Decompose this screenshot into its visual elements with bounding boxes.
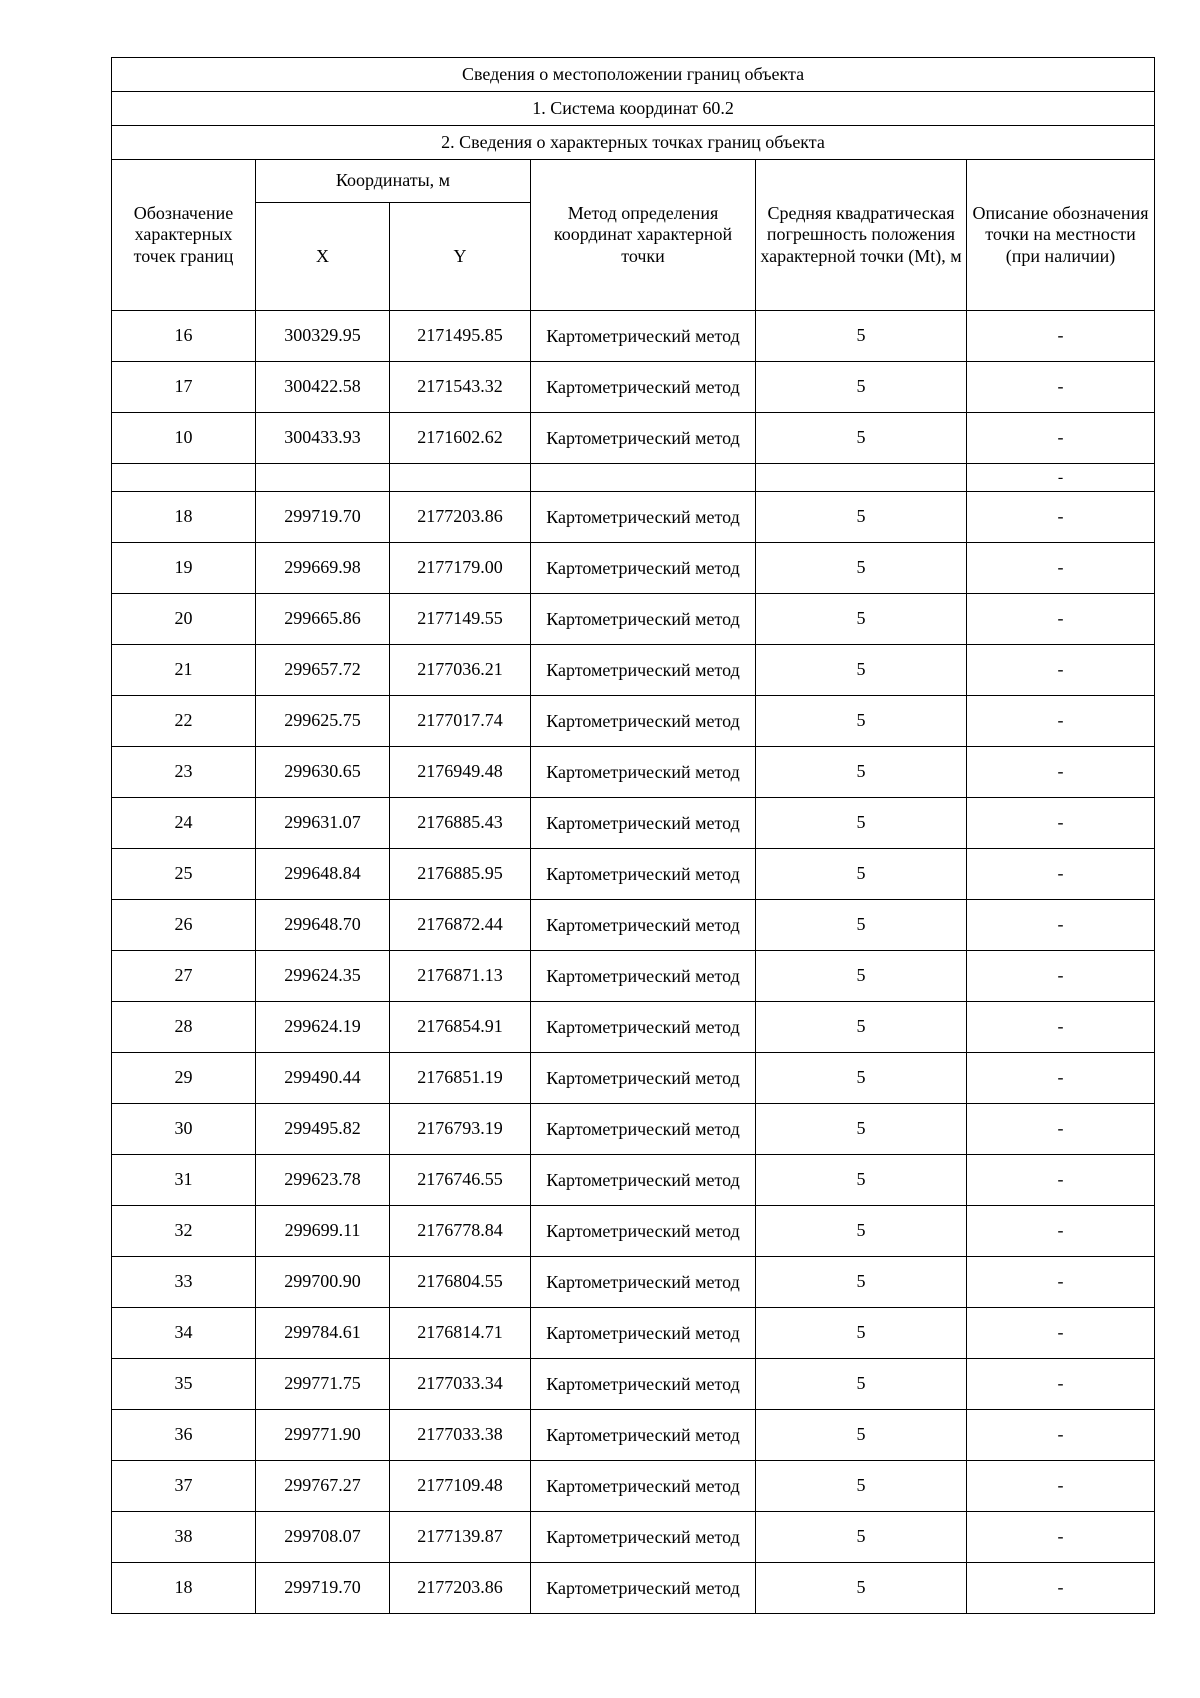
table-row: [112, 1002, 1155, 1053]
cell-error: 5: [756, 1206, 967, 1257]
cell-x: 299624.35: [256, 951, 390, 1002]
table-row: [112, 492, 1155, 543]
cell-method: Картометрический метод: [531, 1002, 756, 1053]
cell-y: 2177109.48: [390, 1461, 531, 1512]
col-header-y: Y: [390, 203, 531, 311]
cell-x: 299767.27: [256, 1461, 390, 1512]
cell-x: 299625.75: [256, 696, 390, 747]
cell-x: 299657.72: [256, 645, 390, 696]
cell-x: 300329.95: [256, 311, 390, 362]
cell-error: 5: [756, 492, 967, 543]
cell-y: 2171495.85: [390, 311, 531, 362]
table-row: [112, 1359, 1155, 1410]
cell-method: Картометрический метод: [531, 900, 756, 951]
cell-error: 5: [756, 696, 967, 747]
cell-y: 2177203.86: [390, 492, 531, 543]
col-header-coordinates: Координаты, м: [256, 160, 531, 203]
cell-error: 5: [756, 1563, 967, 1614]
cell-method: Картометрический метод: [531, 798, 756, 849]
cell-error: [756, 464, 967, 492]
cell-y: 2177017.74: [390, 696, 531, 747]
cell-designation: 18: [112, 1563, 256, 1614]
cell-error: 5: [756, 900, 967, 951]
cell-designation: 33: [112, 1257, 256, 1308]
cell-designation: 31: [112, 1155, 256, 1206]
cell-method: Картометрический метод: [531, 413, 756, 464]
cell-x: 299648.84: [256, 849, 390, 900]
cell-x: 300422.58: [256, 362, 390, 413]
cell-designation: 10: [112, 413, 256, 464]
cell-designation: 29: [112, 1053, 256, 1104]
col-header-error: Средняя квадратическая погрешность положения характерной точки (Mt), м: [756, 160, 967, 311]
cell-description: -: [967, 747, 1155, 798]
cell-method: Картометрический метод: [531, 543, 756, 594]
cell-method: Картометрический метод: [531, 1257, 756, 1308]
document-title: Сведения о местоположении границ объекта: [112, 58, 1155, 92]
cell-description: -: [967, 1512, 1155, 1563]
cell-method: Картометрический метод: [531, 1512, 756, 1563]
cell-description: -: [967, 1002, 1155, 1053]
cell-description: -: [967, 1410, 1155, 1461]
cell-x: 299630.65: [256, 747, 390, 798]
cell-description: -: [967, 696, 1155, 747]
cell-designation: 17: [112, 362, 256, 413]
cell-designation: 21: [112, 645, 256, 696]
cell-method: Картометрический метод: [531, 311, 756, 362]
cell-y: 2177179.00: [390, 543, 531, 594]
cell-description: -: [967, 492, 1155, 543]
cell-designation: 36: [112, 1410, 256, 1461]
cell-description: -: [967, 362, 1155, 413]
cell-designation: 38: [112, 1512, 256, 1563]
cell-designation: 30: [112, 1104, 256, 1155]
table-row: [112, 413, 1155, 464]
cell-x: 299669.98: [256, 543, 390, 594]
cell-designation: 28: [112, 1002, 256, 1053]
table-row: [112, 1512, 1155, 1563]
cell-method: Картометрический метод: [531, 1563, 756, 1614]
cell-y: 2177033.38: [390, 1410, 531, 1461]
table-row: [112, 798, 1155, 849]
cell-x: [256, 464, 390, 492]
cell-y: 2171602.62: [390, 413, 531, 464]
cell-method: Картометрический метод: [531, 696, 756, 747]
col-header-x: X: [256, 203, 390, 311]
cell-description: -: [967, 645, 1155, 696]
cell-error: 5: [756, 645, 967, 696]
cell-y: 2176854.91: [390, 1002, 531, 1053]
cell-description: -: [967, 1308, 1155, 1359]
table-row: [112, 900, 1155, 951]
cell-x: 299624.19: [256, 1002, 390, 1053]
cell-description: -: [967, 849, 1155, 900]
cell-y: [390, 464, 531, 492]
cell-description: -: [967, 1155, 1155, 1206]
cell-designation: 32: [112, 1206, 256, 1257]
cell-method: Картометрический метод: [531, 747, 756, 798]
col-header-method: Метод определения координат характерной точки: [531, 160, 756, 311]
cell-method: Картометрический метод: [531, 1461, 756, 1512]
cell-method: Картометрический метод: [531, 1410, 756, 1461]
cell-method: Картометрический метод: [531, 492, 756, 543]
cell-error: 5: [756, 1002, 967, 1053]
cell-x: 300433.93: [256, 413, 390, 464]
cell-designation: 26: [112, 900, 256, 951]
cell-error: 5: [756, 849, 967, 900]
cell-description: -: [967, 798, 1155, 849]
cell-description: -: [967, 1257, 1155, 1308]
cell-description: -: [967, 543, 1155, 594]
cell-y: 2176746.55: [390, 1155, 531, 1206]
cell-method: Картометрический метод: [531, 1308, 756, 1359]
cell-x: 299623.78: [256, 1155, 390, 1206]
cell-method: Картометрический метод: [531, 1206, 756, 1257]
cell-y: 2177036.21: [390, 645, 531, 696]
cell-error: 5: [756, 1461, 967, 1512]
cell-designation: [112, 464, 256, 492]
cell-method: [531, 464, 756, 492]
cell-designation: 19: [112, 543, 256, 594]
coordinate-system: 1. Система координат 60.2: [112, 92, 1155, 126]
cell-description: -: [967, 311, 1155, 362]
cell-method: Картометрический метод: [531, 1053, 756, 1104]
cell-x: 299771.90: [256, 1410, 390, 1461]
cell-error: 5: [756, 413, 967, 464]
cell-x: 299784.61: [256, 1308, 390, 1359]
cell-x: 299719.70: [256, 1563, 390, 1614]
cell-method: Картометрический метод: [531, 1155, 756, 1206]
cell-designation: 35: [112, 1359, 256, 1410]
cell-method: Картометрический метод: [531, 594, 756, 645]
table-row: [112, 1104, 1155, 1155]
cell-description: -: [967, 1206, 1155, 1257]
table-row: [112, 1257, 1155, 1308]
cell-y: 2171543.32: [390, 362, 531, 413]
cell-error: 5: [756, 1308, 967, 1359]
cell-error: 5: [756, 1104, 967, 1155]
table-row: [112, 543, 1155, 594]
points-section-title: 2. Сведения о характерных точках границ объекта: [112, 126, 1155, 160]
table-row: [112, 747, 1155, 798]
cell-y: 2176778.84: [390, 1206, 531, 1257]
table-row: [112, 1053, 1155, 1104]
cell-error: 5: [756, 1512, 967, 1563]
cell-method: Картометрический метод: [531, 362, 756, 413]
cell-description: -: [967, 951, 1155, 1002]
table-row: [112, 362, 1155, 413]
table-row: [112, 1461, 1155, 1512]
table-row: [112, 1563, 1155, 1614]
cell-designation: 22: [112, 696, 256, 747]
cell-designation: 23: [112, 747, 256, 798]
cell-description: -: [967, 594, 1155, 645]
cell-x: 299665.86: [256, 594, 390, 645]
cell-designation: 16: [112, 311, 256, 362]
cell-error: 5: [756, 543, 967, 594]
cell-method: Картометрический метод: [531, 951, 756, 1002]
cell-y: 2176814.71: [390, 1308, 531, 1359]
cell-x: 299771.75: [256, 1359, 390, 1410]
table-row: [112, 849, 1155, 900]
table-row: [112, 1155, 1155, 1206]
cell-error: 5: [756, 1359, 967, 1410]
cell-x: 299708.07: [256, 1512, 390, 1563]
boundary-points-table: [111, 57, 1155, 1614]
cell-description: -: [967, 900, 1155, 951]
cell-error: 5: [756, 951, 967, 1002]
table-row: [112, 951, 1155, 1002]
cell-designation: 18: [112, 492, 256, 543]
cell-error: 5: [756, 1155, 967, 1206]
cell-y: 2176949.48: [390, 747, 531, 798]
table-row: [112, 594, 1155, 645]
cell-y: 2176793.19: [390, 1104, 531, 1155]
cell-error: 5: [756, 1257, 967, 1308]
cell-method: Картометрический метод: [531, 1359, 756, 1410]
cell-description: -: [967, 1359, 1155, 1410]
cell-error: 5: [756, 311, 967, 362]
cell-description: -: [967, 1563, 1155, 1614]
col-header-description: Описание обозначения точки на местности (при наличии): [967, 160, 1155, 311]
cell-description: -: [967, 413, 1155, 464]
cell-error: 5: [756, 747, 967, 798]
table-row: [112, 696, 1155, 747]
cell-description: -: [967, 1053, 1155, 1104]
cell-error: 5: [756, 362, 967, 413]
cell-y: 2177149.55: [390, 594, 531, 645]
table-row: [112, 1410, 1155, 1461]
cell-x: 299699.11: [256, 1206, 390, 1257]
cell-x: 299719.70: [256, 492, 390, 543]
cell-x: 299648.70: [256, 900, 390, 951]
cell-x: 299495.82: [256, 1104, 390, 1155]
table-row: [112, 645, 1155, 696]
cell-x: 299490.44: [256, 1053, 390, 1104]
cell-y: 2176885.95: [390, 849, 531, 900]
cell-error: 5: [756, 1410, 967, 1461]
cell-error: 5: [756, 1053, 967, 1104]
cell-designation: 37: [112, 1461, 256, 1512]
cell-designation: 25: [112, 849, 256, 900]
cell-y: 2177033.34: [390, 1359, 531, 1410]
cell-x: 299700.90: [256, 1257, 390, 1308]
cell-y: 2177203.86: [390, 1563, 531, 1614]
cell-x: 299631.07: [256, 798, 390, 849]
cell-y: 2176871.13: [390, 951, 531, 1002]
cell-description: -: [967, 464, 1155, 492]
cell-designation: 20: [112, 594, 256, 645]
table-row: [112, 311, 1155, 362]
cell-designation: 24: [112, 798, 256, 849]
cell-designation: 27: [112, 951, 256, 1002]
cell-designation: 34: [112, 1308, 256, 1359]
cell-y: 2176851.19: [390, 1053, 531, 1104]
cell-method: Картометрический метод: [531, 849, 756, 900]
cell-y: 2177139.87: [390, 1512, 531, 1563]
table-row: [112, 1206, 1155, 1257]
cell-error: 5: [756, 798, 967, 849]
cell-method: Картометрический метод: [531, 1104, 756, 1155]
cell-y: 2176872.44: [390, 900, 531, 951]
table-row: [112, 1308, 1155, 1359]
cell-description: -: [967, 1104, 1155, 1155]
cell-y: 2176804.55: [390, 1257, 531, 1308]
cell-method: Картометрический метод: [531, 645, 756, 696]
cell-error: 5: [756, 594, 967, 645]
col-header-designation: Обозначение характерных точек границ: [112, 160, 256, 311]
table-row-separator: [112, 464, 1155, 492]
cell-description: -: [967, 1461, 1155, 1512]
cell-y: 2176885.43: [390, 798, 531, 849]
